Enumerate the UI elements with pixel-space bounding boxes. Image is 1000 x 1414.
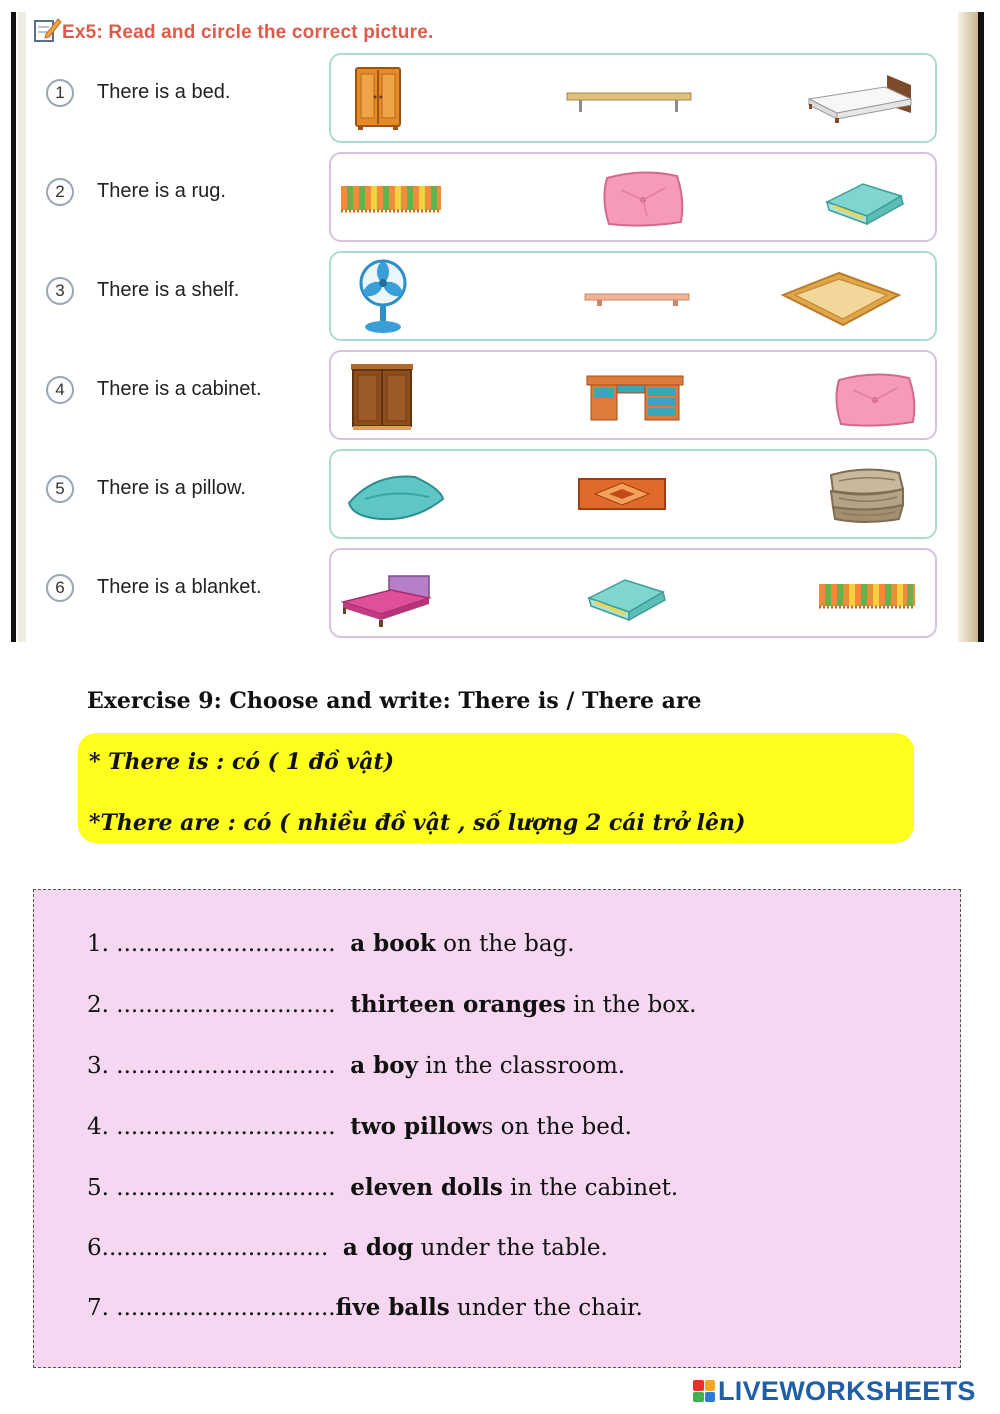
pillow-icon[interactable] bbox=[601, 170, 685, 228]
answer-blank[interactable]: .............................. bbox=[116, 1175, 336, 1201]
question-number: 6. bbox=[87, 1235, 109, 1261]
blanket-icon[interactable] bbox=[823, 174, 907, 232]
question-bold: five balls bbox=[335, 1294, 450, 1321]
exercise-5-title: Ex5: Read and circle the correct picture. bbox=[62, 22, 434, 43]
fan-icon[interactable] bbox=[357, 257, 409, 335]
answer-blank[interactable]: .............................. bbox=[116, 1114, 336, 1140]
question-bold: two pillow bbox=[350, 1113, 482, 1140]
liveworksheets-logo bbox=[693, 1374, 976, 1408]
question-number: 7. bbox=[87, 1295, 117, 1321]
picture-choices bbox=[329, 350, 937, 440]
blanket-icon[interactable] bbox=[825, 465, 907, 525]
rug-icon[interactable] bbox=[815, 580, 919, 612]
ex5-item-5 bbox=[0, 449, 1000, 539]
question-number: 4. bbox=[87, 1114, 117, 1140]
note-there-is: * There is : có ( 1 đồ vật) bbox=[89, 749, 395, 775]
question-rest: s on the bed. bbox=[481, 1114, 632, 1140]
bed-icon[interactable] bbox=[341, 572, 433, 628]
item-sentence: There is a shelf. bbox=[97, 279, 240, 301]
answer-blank[interactable]: .............................. bbox=[116, 1053, 336, 1079]
picture-choices bbox=[329, 251, 937, 341]
exercise-9-questions bbox=[33, 889, 961, 1368]
shelf-icon[interactable] bbox=[583, 291, 691, 311]
item-sentence: There is a cabinet. bbox=[97, 378, 262, 400]
question-number: 1. bbox=[87, 931, 117, 957]
question-bold: thirteen oranges bbox=[350, 991, 566, 1018]
ex5-item-1 bbox=[0, 53, 1000, 143]
question-rest: in the box. bbox=[565, 992, 697, 1018]
question-rest: under the table. bbox=[413, 1235, 608, 1261]
question-6 bbox=[87, 1234, 608, 1261]
grammar-note-box bbox=[78, 733, 914, 843]
item-sentence: There is a rug. bbox=[97, 180, 226, 202]
item-number: 2 bbox=[46, 178, 74, 206]
picture-choices bbox=[329, 152, 937, 242]
item-number: 4 bbox=[46, 376, 74, 404]
question-bold: a book bbox=[350, 930, 436, 957]
picture-choices bbox=[329, 449, 937, 539]
question-2 bbox=[87, 991, 696, 1018]
shelf-icon[interactable] bbox=[565, 89, 693, 115]
picture-choices bbox=[329, 53, 937, 143]
question-rest: in the classroom. bbox=[417, 1053, 626, 1079]
note-there-are: *There are : có ( nhiều đồ vật , số lượng 2 cái trở lên) bbox=[89, 810, 746, 836]
pillow-icon[interactable] bbox=[345, 469, 447, 523]
question-bold: a dog bbox=[342, 1234, 414, 1261]
answer-blank[interactable]: .............................. bbox=[108, 1235, 329, 1261]
question-bold: a boy bbox=[350, 1052, 418, 1079]
answer-blank[interactable]: .............................. bbox=[116, 931, 336, 957]
pillow-icon[interactable] bbox=[833, 372, 917, 428]
item-sentence: There is a pillow. bbox=[97, 477, 246, 499]
question-7 bbox=[87, 1294, 643, 1321]
ex5-item-4 bbox=[0, 350, 1000, 440]
item-number: 3 bbox=[46, 277, 74, 305]
logo-text: LIVEWORKSHEETS bbox=[718, 1375, 976, 1406]
question-number: 2. bbox=[87, 992, 117, 1018]
exercise-9-title: Exercise 9: Choose and write: There is / There are bbox=[87, 688, 702, 714]
exercise-5-panel bbox=[0, 0, 1000, 642]
cabinet-icon[interactable] bbox=[349, 362, 415, 432]
item-sentence: There is a bed. bbox=[97, 81, 231, 103]
ex5-item-6 bbox=[0, 548, 1000, 638]
item-number: 6 bbox=[46, 574, 74, 602]
pencil-icon bbox=[32, 14, 62, 44]
rug-icon[interactable] bbox=[575, 475, 669, 513]
wardrobe-icon[interactable] bbox=[353, 65, 403, 131]
question-number: 5. bbox=[87, 1175, 117, 1201]
question-4 bbox=[87, 1113, 632, 1140]
desk-icon[interactable] bbox=[585, 372, 685, 422]
item-sentence: There is a blanket. bbox=[97, 576, 262, 598]
picture-choices bbox=[329, 548, 937, 638]
item-number: 5 bbox=[46, 475, 74, 503]
question-3 bbox=[87, 1052, 625, 1079]
question-bold: eleven dolls bbox=[350, 1174, 503, 1201]
question-rest: under the chair. bbox=[449, 1295, 643, 1321]
bed-icon[interactable] bbox=[807, 73, 915, 123]
question-5 bbox=[87, 1174, 678, 1201]
rug-icon[interactable] bbox=[779, 269, 903, 329]
question-rest: on the bag. bbox=[435, 931, 575, 957]
question-rest: in the cabinet. bbox=[502, 1175, 679, 1201]
blanket-icon[interactable] bbox=[585, 570, 669, 630]
answer-blank[interactable]: .............................. bbox=[116, 1295, 336, 1321]
question-1 bbox=[87, 930, 575, 957]
ex5-item-2 bbox=[0, 152, 1000, 242]
item-number: 1 bbox=[46, 79, 74, 107]
answer-blank[interactable]: .............................. bbox=[116, 992, 336, 1018]
question-number: 3. bbox=[87, 1053, 117, 1079]
logo-mark-icon bbox=[693, 1380, 715, 1402]
rug-icon[interactable] bbox=[337, 182, 445, 216]
ex5-item-3 bbox=[0, 251, 1000, 341]
